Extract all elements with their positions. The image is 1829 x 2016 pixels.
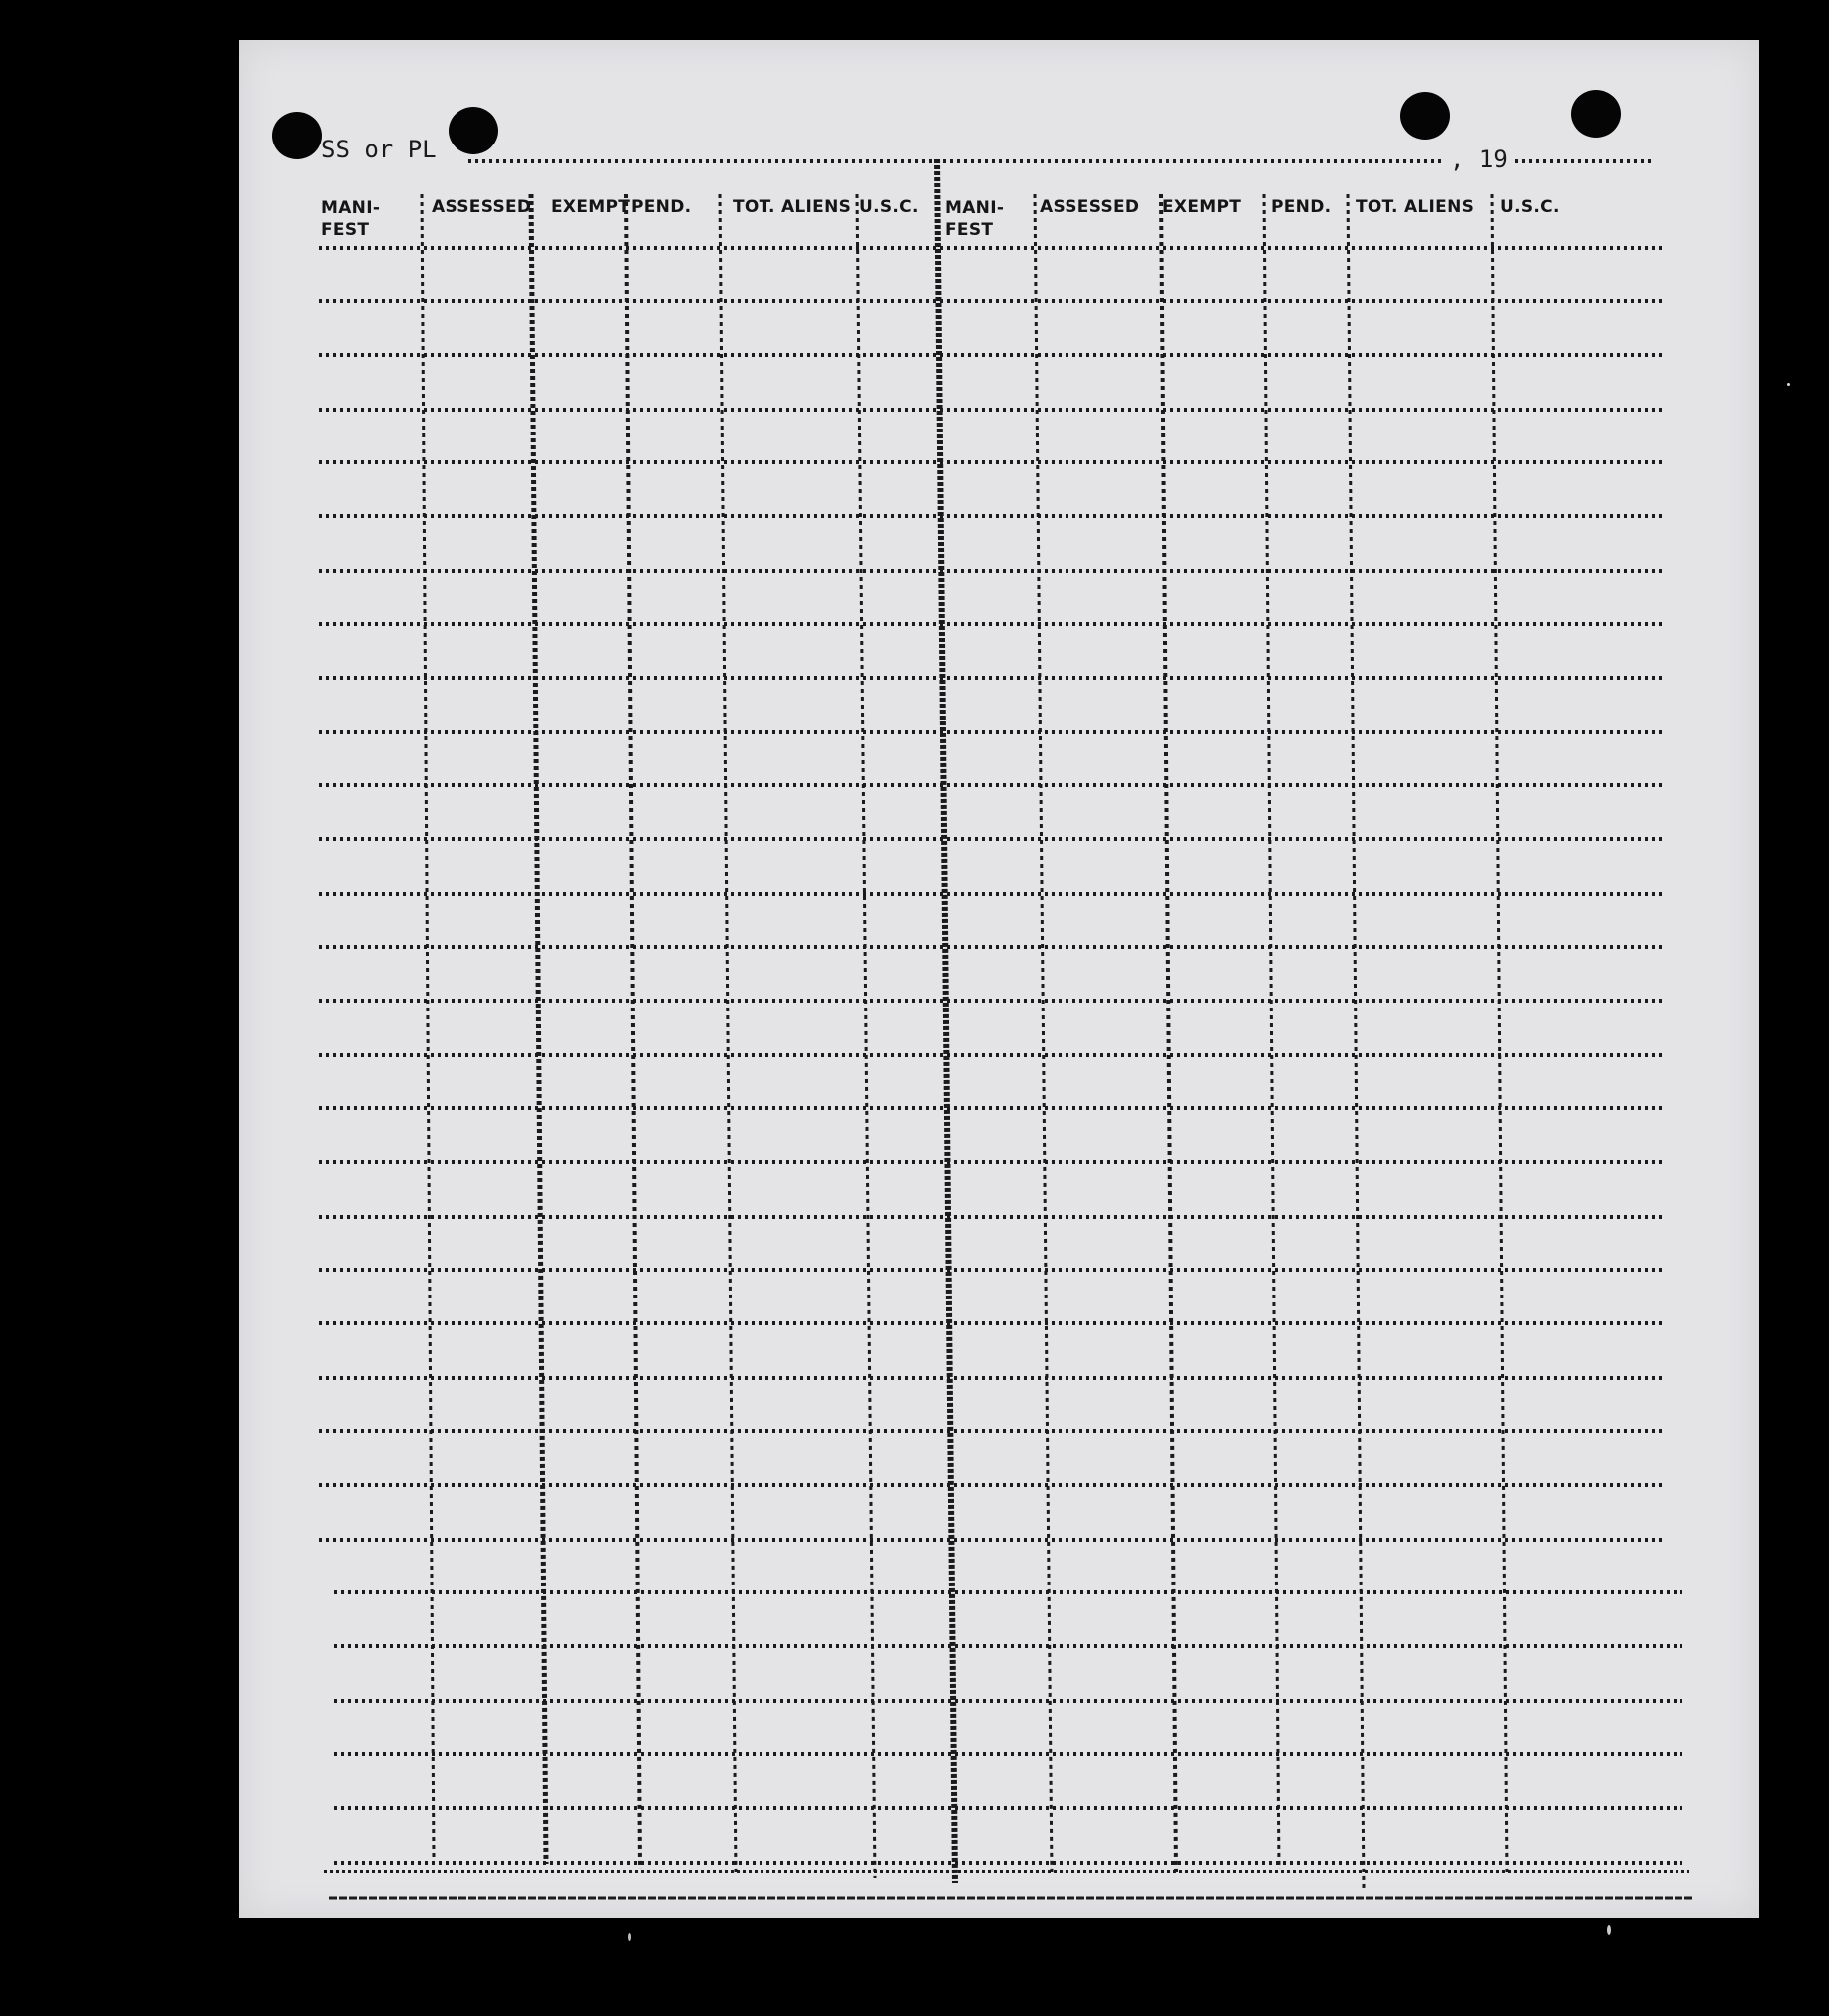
col-header-pend-left: PEND. bbox=[631, 197, 692, 217]
year-label: , 19 bbox=[1450, 145, 1508, 173]
col-header-usc-right: U.S.C. bbox=[1500, 197, 1560, 217]
dust-speck bbox=[1787, 383, 1790, 386]
col-header-exempt-left: EXEMPT bbox=[551, 197, 631, 217]
dust-speck bbox=[628, 1933, 631, 1941]
column-line bbox=[937, 159, 955, 1883]
col-header-usc-left: U.S.C. bbox=[859, 197, 919, 217]
column-line bbox=[626, 194, 640, 1869]
column-line bbox=[1264, 194, 1279, 1869]
dust-speck bbox=[1607, 1925, 1611, 1935]
column-line bbox=[857, 194, 875, 1878]
column-line bbox=[1348, 194, 1364, 1888]
col-header-assessed-left: ASSESSED bbox=[432, 197, 532, 217]
col-header-manifest-left: MANI-FEST bbox=[321, 198, 381, 240]
vessel-label: SS or PL bbox=[321, 136, 437, 163]
column-line bbox=[531, 194, 546, 1864]
column-line bbox=[1161, 194, 1176, 1872]
col-header-tot-aliens-right: TOT. ALIENS bbox=[1356, 197, 1475, 217]
column-line bbox=[422, 194, 434, 1859]
column-line bbox=[720, 194, 736, 1873]
column-line bbox=[1492, 194, 1507, 1873]
col-header-pend-right: PEND. bbox=[1271, 197, 1332, 217]
col-header-tot-aliens-left: TOT. ALIENS bbox=[733, 197, 852, 217]
column-line bbox=[1035, 194, 1052, 1873]
col-header-manifest-right: MANI-FEST bbox=[945, 198, 1005, 240]
col-header-exempt-right: EXEMPT bbox=[1162, 197, 1242, 217]
col-header-assessed-right: ASSESSED bbox=[1040, 197, 1140, 217]
